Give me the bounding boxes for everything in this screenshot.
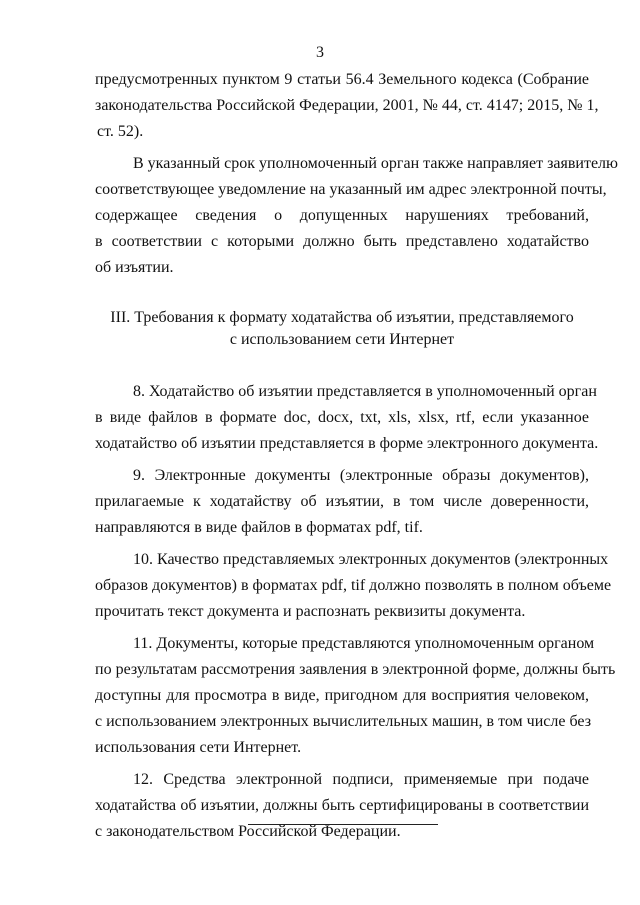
item-9	[95, 463, 589, 541]
text-line: 12. Средства электронной подписи, применяемые при подаче	[133, 771, 589, 788]
text-line: с использованием электронных вычислительных машин, в том числе без	[95, 713, 592, 730]
text-line: предусмотренных пунктом 9 статьи 56.4 Земельного кодекса (Собрание	[95, 71, 589, 88]
text-line: использования сети Интернет.	[95, 739, 302, 756]
item-10	[95, 547, 612, 625]
text-line: 11. Документы, которые представляются уполномоченным органом	[133, 635, 595, 652]
text-line: ходатайство об изъятии представляется в форме электронного документа.	[95, 435, 599, 452]
text-line: В указанный срок уполномоченный орган также направляет заявителю	[133, 155, 618, 172]
text-line: прочитать текст документа и распознать реквизиты документа.	[95, 603, 526, 620]
text-line: об изъятии.	[95, 259, 174, 276]
text-line: 10. Качество представляемых электронных документов (электронных	[133, 551, 609, 568]
document-body	[95, 67, 618, 851]
text-line: в соответствии с которыми должно быть представлено ходатайство	[95, 233, 589, 250]
end-rule	[248, 824, 438, 825]
text-line: 8. Ходатайство об изъятии представляется в уполномоченный орган	[133, 383, 597, 400]
text-line: в виде файлов в формате doc, docx, txt, xls, xlsx, rtf, если указанное	[95, 409, 589, 426]
text-line: ходатайства об изъятии, должны быть сертифицированы в соответствии	[95, 797, 589, 814]
section-heading-line: III. Требования к формату ходатайства об изъятии, представляемого	[110, 309, 574, 326]
text-line: прилагаемые к ходатайству об изъятии, в том числе доверенности,	[95, 493, 589, 510]
text-line: направляются в виде файлов в форматах pdf, tif.	[95, 519, 423, 536]
text-line: соответствующее уведомление на указанный им адрес электронной почты,	[95, 181, 607, 198]
item-12	[95, 767, 589, 845]
text-line: образов документов) в форматах pdf, tif должно позволять в полном объеме	[95, 577, 612, 594]
item-11	[95, 631, 616, 761]
text-line: с законодательством Российской Федерации.	[95, 823, 401, 840]
text-line: по результатам рассмотрения заявления в электронной форме, должны быть	[95, 661, 616, 678]
item-8	[95, 379, 599, 457]
text-line: законодательства Российской Федерации, 2001, № 44, ст. 4147; 2015, № 1,	[95, 97, 599, 114]
page-number: 3	[316, 44, 324, 61]
notice-paragraph	[95, 151, 618, 281]
text-line: содержащее сведения о допущенных нарушениях требований,	[95, 207, 589, 224]
text-line: доступны для просмотра в виде, пригодном для восприятия человеком,	[95, 687, 589, 704]
section-heading	[95, 307, 589, 351]
section-heading-line: с использованием сети Интернет	[229, 331, 455, 348]
continuation-paragraph	[95, 67, 599, 145]
text-line: ст. 52).	[97, 123, 144, 140]
text-line: 9. Электронные документы (электронные образы документов),	[133, 467, 589, 484]
